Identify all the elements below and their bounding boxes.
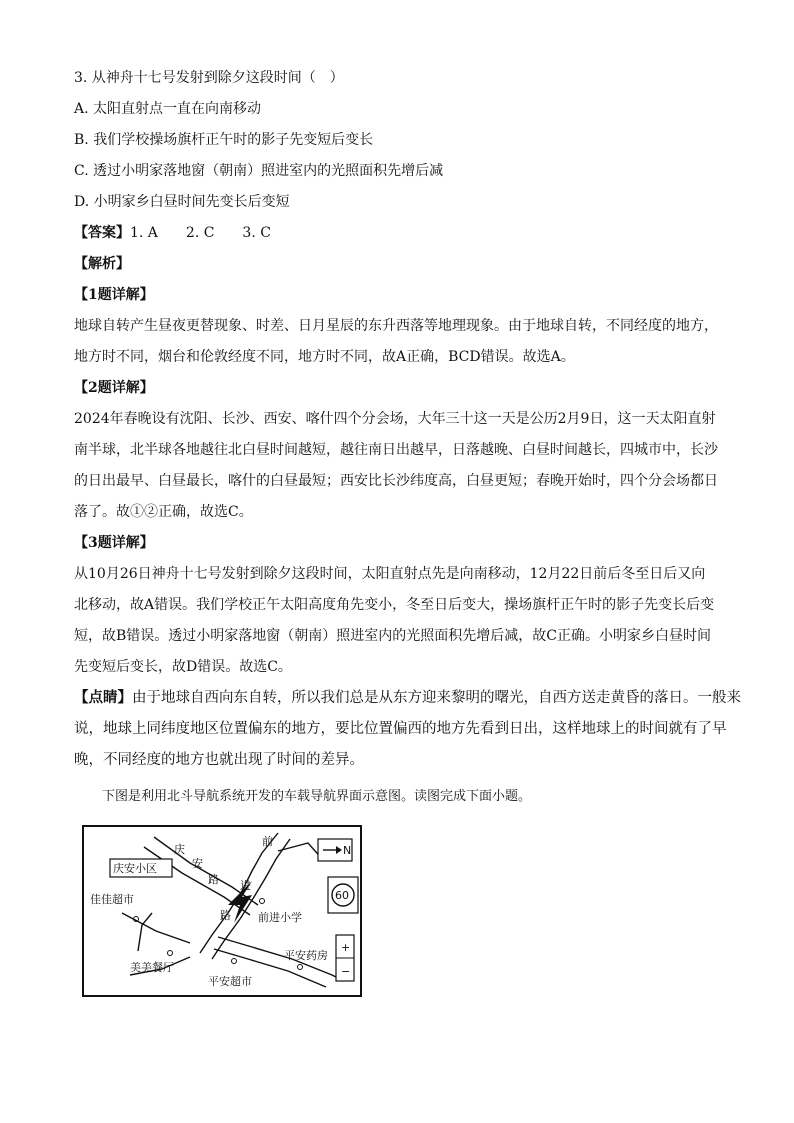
- qingan-road-char: 安: [192, 857, 203, 870]
- zoom-in-button[interactable]: +: [341, 941, 351, 954]
- detail-2-line: 南半球，北半球各地越往北白昼时间越短，越往南日出越早，日落越晚、白昼时间越长，四城市中，长沙: [74, 442, 718, 458]
- jiajia-supermarket-label: 佳佳超市: [90, 893, 134, 906]
- detail-3-line: 从10月26日神舟十七号发射到除夕这段时间，太阳直射点先是向南移动，12月22日前后冬至日后又向: [74, 566, 706, 582]
- tip-line: 晚，不同经度的地方也就出现了时间的差异。: [74, 752, 364, 768]
- detail-3-line: 北移动，故A错误。我们学校正午太阳高度角先变小，冬至日后变大，操场旗杆正午时的影子先变长后变: [74, 597, 715, 613]
- answer-label: 【答案】: [74, 225, 130, 241]
- qianjin-road-char: 前: [262, 835, 273, 848]
- pingan-pharmacy-label: 平安药房: [284, 949, 328, 962]
- qianjin-school-label: 前进小学: [258, 911, 302, 924]
- analysis-label: 【解析】: [74, 256, 130, 272]
- question3-stem: 3. 从神舟十七号发射到除夕这段时间（ ）: [74, 70, 344, 86]
- qianjin-road-char: 路: [220, 909, 231, 922]
- detail-3-title: 【3题详解】: [74, 535, 154, 551]
- tip-line: [74, 688, 741, 708]
- navigation-map: [82, 825, 362, 997]
- detail-1-title: 【1题详解】: [74, 287, 154, 303]
- map-intro: 下图是利用北斗导航系统开发的车载导航界面示意图。读图完成下面小题。: [102, 789, 532, 804]
- answer-text: 1. A 2. C 3. C: [130, 225, 271, 241]
- zoom-out-button[interactable]: −: [341, 965, 351, 978]
- detail-1-line: 地球自转产生昼夜更替现象、时差、日月星辰的东升西落等地理现象。由于地球自转，不同经度的地方，: [74, 318, 718, 334]
- detail-2-line: 2024年春晚设有沈阳、长沙、西安、喀什四个分会场，大年三十这一天是公历2月9日，这一天太阳直射: [74, 411, 716, 427]
- tip-text: 由于地球自西向东自转，所以我们总是从东方迎来黎明的曙光，自西方送走黄昏的落日。一般来: [132, 690, 741, 706]
- option-d: D. 小明家乡白昼时间先变长后变短: [74, 194, 290, 210]
- qingan-road-char: 路: [208, 873, 219, 886]
- navigation-map-svg: [82, 825, 362, 997]
- detail-3-line: 先变短后变长，故D错误。故选C。: [74, 659, 292, 675]
- qingan-community-label: 庆安小区: [113, 862, 157, 875]
- detail-3-line: 短，故B错误。透过小明家落地窗（朝南）照进室内的光照面积先增后减，故C正确。小明家乡白昼时间: [74, 628, 711, 644]
- option-a: A. 太阳直射点一直在向南移动: [74, 101, 262, 117]
- detail-2-title: 【2题详解】: [74, 380, 154, 396]
- detail-2-line: 的日出最早、白昼最长，喀什的白昼最短；西安比长沙纬度高，白昼更短；春晚开始时，四个分会场都日: [74, 473, 718, 489]
- detail-1-line: 地方时不同，烟台和伦敦经度不同，地方时不同，故A正确，BCD错误。故选A。: [74, 349, 575, 365]
- option-b: B. 我们学校操场旗杆正午时的影子先变短后变长: [74, 132, 374, 148]
- detail-2-line: 落了。故①②正确，故选C。: [74, 504, 253, 520]
- tip-line: 说，地球上同纬度地区位置偏东的地方，要比位置偏西的地方先看到日出，这样地球上的时间就有了早: [74, 721, 727, 737]
- meimei-restaurant-label: 美美餐厅: [130, 961, 174, 974]
- tip-label: 【点睛】: [74, 689, 132, 706]
- qingan-road-char: 庆: [174, 843, 185, 856]
- option-c: C. 透过小明家落地窗（朝南）照进室内的光照面积先增后减: [74, 163, 444, 179]
- answer-line: [74, 223, 271, 243]
- speed-value: 60: [335, 889, 349, 902]
- pingan-supermarket-label: 平安超市: [208, 975, 252, 988]
- north-label: N: [343, 844, 352, 857]
- qianjin-road-char: 进: [240, 879, 251, 892]
